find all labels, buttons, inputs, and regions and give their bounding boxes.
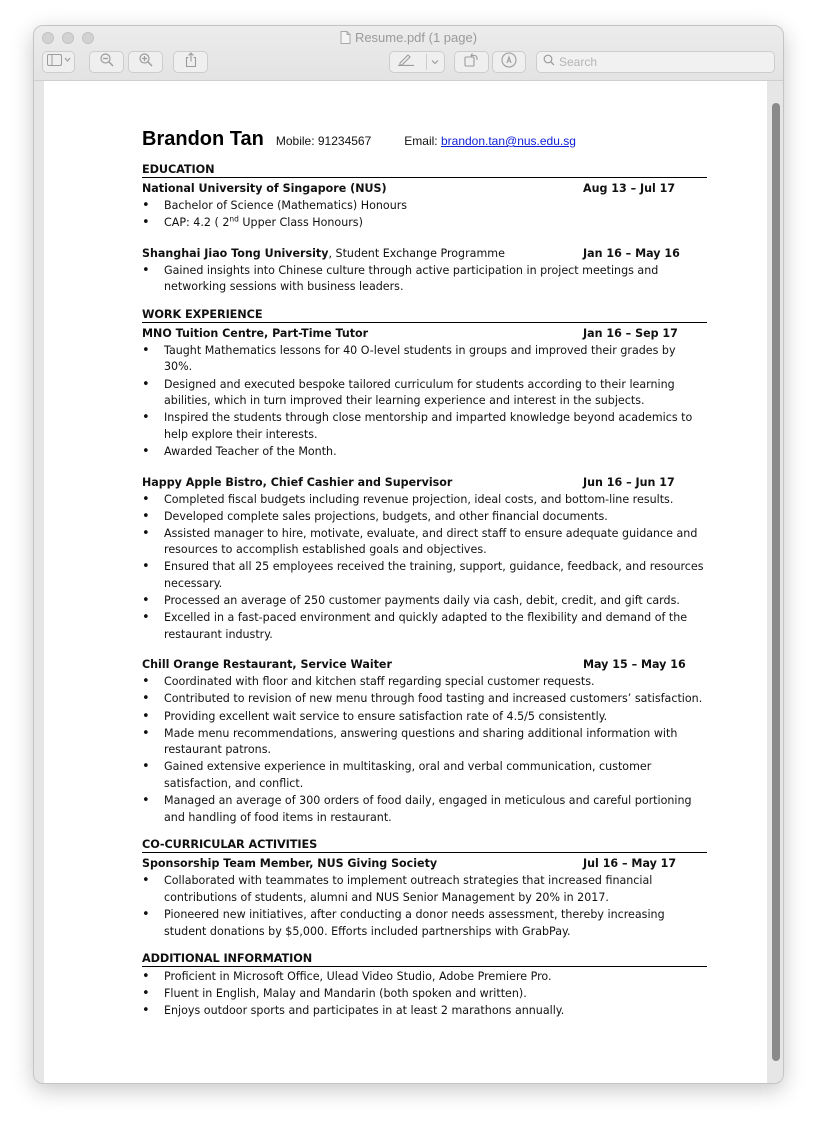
scrollbar-thumb[interactable]: [772, 103, 780, 1061]
button-divider: [426, 54, 427, 70]
zoom-out-button[interactable]: [89, 51, 124, 73]
section-heading: CO-CURRICULAR ACTIVITIES: [142, 838, 707, 853]
title-bar: [34, 26, 783, 81]
entry-title: Chill Orange Restaurant, Service Waiter: [142, 658, 392, 672]
list-item: • Developed complete sales projections, budgets, and other financial documents.: [142, 509, 707, 526]
education-entry: [142, 180, 707, 232]
list-item: • Bachelor of Science (Mathematics) Honours: [142, 198, 707, 215]
list-item: • Fluent in English, Malay and Mandarin (both spoken and written).: [142, 986, 707, 1003]
section-heading: ADDITIONAL INFORMATION: [142, 952, 707, 967]
section-heading: WORK EXPERIENCE: [142, 308, 707, 323]
entry-date: Jan 16 – Sep 17: [583, 326, 678, 340]
work-entry: [142, 474, 707, 644]
markup-pen-circle-icon: [501, 52, 517, 73]
list-item: • Made menu recommendations, answering questions and sharing additional information with restaurant patrons.: [142, 726, 707, 759]
additional-information-section: [142, 952, 707, 1020]
list-item: • Awarded Teacher of the Month.: [142, 444, 707, 461]
pdf-page: [44, 81, 767, 1083]
co-curricular-section: [142, 838, 707, 940]
list-item: • Coordinated with floor and kitchen staff regarding special customer requests.: [142, 674, 707, 691]
mobile-number: Mobile: 91234567: [275, 134, 372, 148]
email-line: [404, 134, 576, 148]
search-field[interactable]: [536, 51, 775, 73]
resume-document: [142, 128, 707, 1020]
education-entry: [142, 245, 707, 296]
rotate-button[interactable]: [454, 51, 489, 73]
document-viewport: [34, 81, 783, 1083]
work-experience-section: [142, 308, 707, 826]
email-link[interactable]: brandon.tan@nus.edu.sg: [440, 134, 576, 148]
entry-title: Shanghai Jiao Tong University, Student Exchange Programme: [142, 246, 505, 260]
list-item: • Excelled in a fast-paced environment and quickly adapted to the flexibility and demand of the restaurant industry.: [142, 610, 707, 643]
share-button[interactable]: [173, 51, 208, 73]
list-item: • Providing excellent wait service to ensure satisfaction rate of 4.5/5 consistently.: [142, 709, 707, 726]
list-item: • Taught Mathematics lessons for 40 O-level students in groups and improved their grades by 30%.: [142, 343, 707, 376]
work-entry: [142, 325, 707, 461]
search-input[interactable]: [559, 55, 759, 69]
email-label: Email:: [404, 134, 441, 148]
list-item: • Contributed to revision of new menu through food tasting and increased customers’ satisfaction.: [142, 691, 707, 708]
work-entry: [142, 656, 707, 826]
window-title: [34, 30, 783, 47]
candidate-name: Brandon Tan: [142, 128, 264, 150]
chevron-down-icon[interactable]: [430, 55, 440, 73]
entry-date: Jun 16 – Jun 17: [583, 475, 675, 489]
rotate-icon: [464, 52, 479, 72]
sidebar-icon: [47, 53, 71, 71]
list-item: • Gained insights into Chinese culture through active participation in project meetings and networking sessions with business leaders.: [142, 263, 707, 296]
cca-entry: [142, 855, 707, 940]
section-heading: EDUCATION: [142, 163, 707, 178]
pen-icon: [398, 53, 414, 71]
entry-title: National University of Singapore (NUS): [142, 182, 387, 195]
markup-button[interactable]: [389, 51, 445, 73]
entry-title: MNO Tuition Centre, Part-Time Tutor: [142, 326, 369, 340]
search-icon: [543, 53, 555, 71]
list-item: • Managed an average of 300 orders of food daily, engaged in meticulous and careful portioning and handling of food items in restaurant.: [142, 793, 707, 826]
list-item: • Proficient in Microsoft Office, Ulead Video Studio, Adobe Premiere Pro.: [142, 969, 707, 986]
preview-window: [33, 25, 784, 1084]
sidebar-toggle-button[interactable]: [42, 51, 75, 73]
window-title-text: Resume.pdf (1 page): [354, 30, 478, 45]
entry-date: Jan 16 – May 16: [583, 246, 680, 260]
zoom-in-button[interactable]: [128, 51, 163, 73]
zoom-out-icon: [100, 53, 114, 72]
list-item: • Designed and executed bespoke tailored curriculum for students according to their learning abilities, which in turn improved their learning experience and interest in the subjects.: [142, 377, 707, 410]
pdf-document-icon: [340, 31, 351, 47]
list-item: • Ensured that all 25 employees received the training, support, guidance, feedback, and resources necessary.: [142, 559, 707, 592]
list-item: • Gained extensive experience in multitasking, oral and verbal communication, customer satisfaction, and conflict.: [142, 759, 707, 792]
entry-title: Happy Apple Bistro, Chief Cashier and Supervisor: [142, 475, 453, 489]
list-item: • Collaborated with teammates to implement outreach strategies that increased financial contributions of students, alumni and NUS Senior Management by 20% in 2017.: [142, 873, 707, 906]
education-section: [142, 163, 707, 296]
list-item: • Pioneered new initiatives, after conducting a donor needs assessment, thereby increasing student donations by $5,000. Efforts included partnerships with GrabPay.: [142, 907, 707, 940]
list-item: • Enjoys outdoor sports and participates in at least 2 marathons annually.: [142, 1003, 707, 1020]
entry-title: Sponsorship Team Member, NUS Giving Society: [142, 857, 438, 871]
entry-date: Jul 16 – May 17: [583, 857, 677, 871]
list-item: • Inspired the students through close mentorship and imparted knowledge beyond academics to help explore their interests.: [142, 410, 707, 443]
entry-date: May 15 – May 16: [583, 658, 686, 672]
list-item: • CAP: 4.2 ( 2nd Upper Class Honours): [142, 215, 707, 232]
list-item: • Processed an average of 250 customer payments daily via cash, debit, credit, and gift cards.: [142, 593, 707, 610]
zoom-in-icon: [139, 53, 153, 72]
list-item: • Assisted manager to hire, motivate, evaluate, and direct staff to ensure adequate guidance and resources to accomplish established goals and objectives.: [142, 526, 707, 559]
share-icon: [185, 52, 197, 72]
resume-header: [142, 128, 707, 151]
annotate-button[interactable]: [492, 51, 526, 73]
list-item: • Completed fiscal budgets including revenue projection, ideal costs, and bottom-line results.: [142, 492, 707, 509]
entry-date: Aug 13 – Jul 17: [583, 182, 676, 195]
